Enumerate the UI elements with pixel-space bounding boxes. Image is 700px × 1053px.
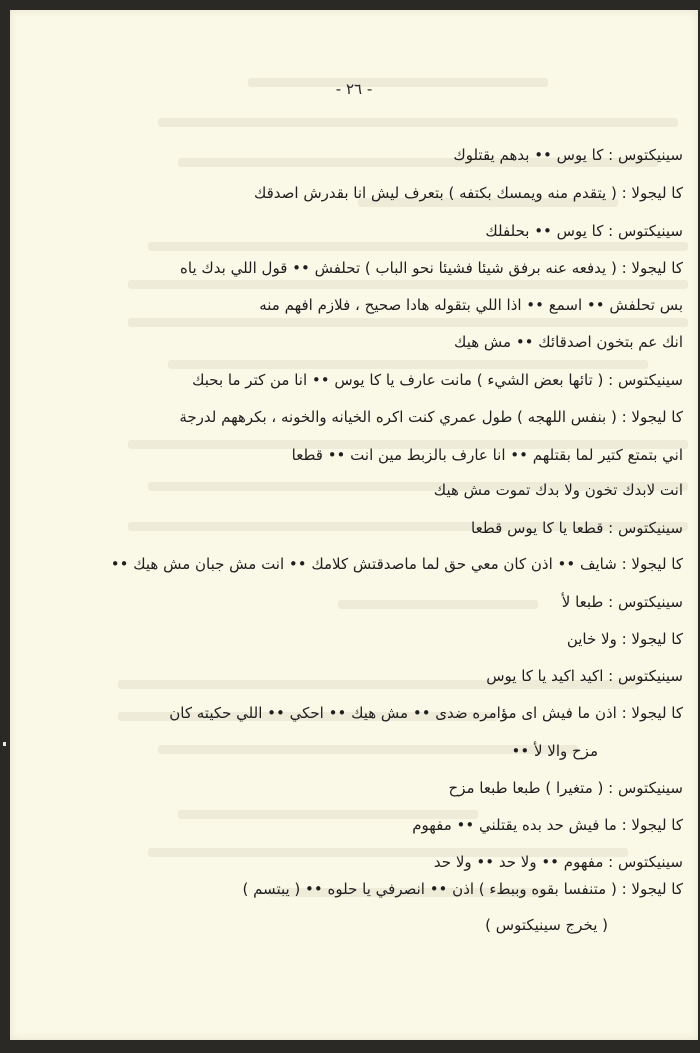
dialogue-continuation <box>259 295 683 315</box>
line-text: مفهوم •• ولا حد •• ولا حد <box>433 853 604 871</box>
dialogue-line <box>485 221 683 241</box>
dialogue-line <box>453 145 683 165</box>
dialogue-line <box>562 592 683 612</box>
line-text: طبعا لأ <box>561 593 604 611</box>
dialogue-line <box>567 629 683 649</box>
line-text: اذن ما فيش اى مؤامره ضدى •• مش هيك •• احكي •• اللي حكيته كان <box>169 704 617 722</box>
dialogue-line <box>180 258 683 278</box>
speaker-name: سينيكتوس : <box>608 779 683 797</box>
stage-direction <box>485 915 608 935</box>
line-text: ولا خاين <box>566 630 617 648</box>
line-text: انت لابدك تخون ولا بدك تموت مش هيك <box>433 481 683 499</box>
dialogue-continuation <box>292 445 683 465</box>
speaker-name: سينيكتوس : <box>608 593 683 611</box>
line-text: ( متغيرا ) طبعا طبعا مزح <box>448 779 604 797</box>
speaker-name: كا ليجولا : <box>621 184 683 202</box>
scan-artifact <box>3 742 6 746</box>
line-text: مزح والا لأ •• <box>511 742 598 760</box>
speaker-name: كا ليجولا : <box>621 630 683 648</box>
speaker-name: سينيكتوس : <box>608 667 683 685</box>
line-text: ( يتقدم منه ويمسك بكتفه ) بتعرف ليش انا بقدرش اصدقك <box>253 184 617 202</box>
line-text: قطعا يا كا يوس قطعا <box>471 519 604 537</box>
line-text: ( تائها بعض الشيء ) مانت عارف يا كا يوس •• انا من كتر ما بحبك <box>192 371 604 389</box>
dialogue-continuation <box>434 480 683 500</box>
line-text: اكيد اكيد يا كا يوس <box>486 667 604 685</box>
speaker-name: سينيكتوس : <box>608 146 683 164</box>
dialogue-line <box>449 778 683 798</box>
line-text: كا يوس •• بدهم يقتلوك <box>453 146 604 164</box>
dialogue-line <box>471 518 683 538</box>
dialogue-line <box>434 852 683 872</box>
speaker-name: كا ليجولا : <box>621 259 683 277</box>
dialogue-continuation <box>454 332 683 352</box>
speaker-name: كا ليجولا : <box>621 555 683 573</box>
line-text: انك عم بتخون اصدقائك •• مش هيك <box>454 333 683 351</box>
speaker-name: كا ليجولا : <box>621 880 683 898</box>
dialogue-line <box>412 815 683 835</box>
dialogue-line <box>169 703 683 723</box>
dialogue-line <box>486 666 683 686</box>
speaker-name: سينيكتوس : <box>608 371 683 389</box>
line-text: ما فيش حد بده يقتلني •• مفهوم <box>412 816 617 834</box>
line-text: شايف •• اذن كان معي حق لما ماصدقتش كلامك •• انت مش جبان مش هيك •• <box>110 555 617 573</box>
line-text: ( متنفسا بقوه وببطء ) اذن •• انصرفي يا حلوه •• ( يبتسم ) <box>242 880 617 898</box>
dialogue-line <box>111 554 683 574</box>
dialogue-line <box>192 370 683 390</box>
speaker-name: سينيكتوس : <box>608 519 683 537</box>
speaker-name: كا ليجولا : <box>621 816 683 834</box>
speaker-name: كا ليجولا : <box>621 704 683 722</box>
dialogue-line <box>254 183 683 203</box>
speaker-name: سينيكتوس : <box>608 222 683 240</box>
dialogue-continuation <box>511 741 598 761</box>
page-number: - ٢٦ - <box>335 80 373 98</box>
line-text: ( يخرج سينيكتوس ) <box>485 916 608 934</box>
dialogue-line <box>179 407 683 427</box>
document-page <box>10 10 698 1040</box>
line-text: ( بنفس اللهجه ) طول عمري كنت اكره الخيانه والخونه ، بكرههم لدرجة <box>179 408 617 426</box>
line-text: اني بتمتع كتير لما بقتلهم •• انا عارف بالزبط مين انت •• قطعا <box>291 446 683 464</box>
speaker-name: كا ليجولا : <box>621 408 683 426</box>
line-text: بس تحلفش •• اسمع •• اذا اللي بتقوله هادا صحيح ، فلازم افهم منه <box>259 296 683 314</box>
line-text: كا يوس •• بحلفلك <box>485 222 604 240</box>
line-text: ( يدفعه عنه برفق شيئا فشيئا نحو الباب ) تحلفش •• قول اللي بدك ياه <box>180 259 617 277</box>
dialogue-line <box>242 879 683 899</box>
speaker-name: سينيكتوس : <box>608 853 683 871</box>
